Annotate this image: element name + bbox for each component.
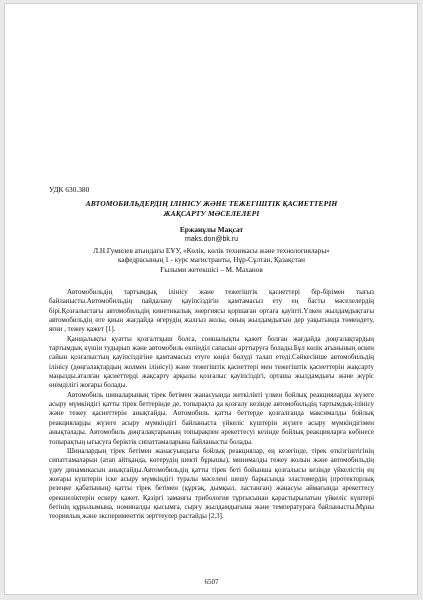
affiliation-line: кафедрасының 1 - курс магистранты, Нұр-Сұлтан, Қазақстан	[118, 256, 305, 265]
author-block	[49, 225, 374, 244]
article-body	[49, 288, 374, 522]
affiliation-block	[49, 247, 374, 275]
author-name: Ержанұлы Мақсат	[179, 225, 244, 234]
title-line: АВТОМОБИЛЬДЕРДІҢ ІЛІНІСУ ЖӘНЕ ТЕЖЕГІШТІК ҚАСИЕТТЕРІН	[85, 199, 338, 208]
title-line: ЖАҚСАРТУ МӘСЕЛЕЛЕРІ	[163, 209, 260, 218]
affiliation-line: Л.Н.Гумилев атындағы ЕҰУ, «Көлік, көлік техникасы және технологиялары»	[93, 247, 330, 255]
body-paragraph: Қанщалықты қуатты қозғалтқыш болса, соншалықты қажет болған жағдайда дөңгалақтардың тартымдық күшін тудырып және автомобиль екпінділ сапасын арттыруға болады.Бұл көлік ағынының өскен сайын қозғалыстың қауіпсіздігіне қамтамасыз етуге көңіл бөлуді талап етеді.Сәйкесінше автомобильдің ілінісу (дөңгалақтардың жолмен ілінісуі) және тежегіштік қасиеттері мен тежегіштік қасиеттерін жақсарту маңызды.аталған қасиеттерді жақсарту арқылы қозғалыс қауіпсіздігі, орташа жылдамдығы және жүріс өнімділігі жоғары болады.	[49, 334, 374, 390]
article-title	[49, 199, 374, 219]
body-paragraph: Шиналардың тірек бетімен жанасуындағы бойлық реакциялар, ең кезегінде, тірек өткізгіштігінің сипаттамаларын (атап айтқанда, көтерудің шекті бұрышы), минималды тежеу жолын және автомобильдің үдеу динамикасын анықтайды.Автомобильдің қатты тірек беті бойынша қозғалысы кезінде үйкелістің ең жоғары күштерін іске асыру мүмкіндігі туралы мәселені шешу барысында эластомердің (протекторлық резеңке қабатының) қатты тірек бетімен (құрғақ, дымқыл, ластанған) жанасуы аймағында әрекеттесу ерекшеліктерін ескеру қажет. Қазіргі заманғы трибология тұрғысынан қарастырылатын үйкеліс күштері бетінің құрылымына, номиналды қысымға, сырғу жылдамдығына және температураға байланысты.Мұны теориялық және эксперименттік зерттеулер растайды [2,3].	[49, 446, 374, 521]
supervisor-line: Ғылыми жетекшісі – М. Маханов	[160, 265, 263, 274]
author-email: maks.don@bk.ru	[184, 235, 239, 243]
body-paragraph: Автомобильдің тартымдық ілінісу және тежегіштік қасиеттері бір-бірімен тығыз байланысты.Автомобильдің пайдалану қауіпсіздігін қамтамасыз ету ең басты мәселелердің бірі.Қозғалыстағы автомобильдің кинетикалық энергиясы қоршаған ортаға қауіпті.Үлкен жылдамдықтағы автомобильдің өте қиын жағдайда өгерудің жалғыз жолы, оның жылдамдығын дер уақытында төмендету, яғни , тежеу қажет [1].	[49, 288, 374, 334]
document-page	[5, 4, 417, 594]
page-number: 6507	[204, 578, 219, 586]
body-paragraph: Автомобиль шиналарының тірек бетімен жанасуында жеткілікті үлкен бойлық реакцияларды жүзеге асыру мүмкіндігі қатты тірек беттерінде де, топырақта да қозғалу кезінде автомобильдің тартымдық-ілінісу және тежеу қасиеттерін анықтайды. Автомобиль қатты беттерде қозғалғанда максималды бойлық реакцияларды жүзеге асыру мүмкіндігі байланыста үйкеліс күштерін жүзеге асыру мүмкіндігімен анықталады. Автомобиль дөңгалақтарының топырақпен әрекеттесуі кезінде бойлық реакцияларға көбінесе топырақтың ығысуға беріктік сипаттамаларына байланысты болады.	[49, 390, 374, 446]
udk-code: УДК 630.380	[49, 185, 90, 194]
